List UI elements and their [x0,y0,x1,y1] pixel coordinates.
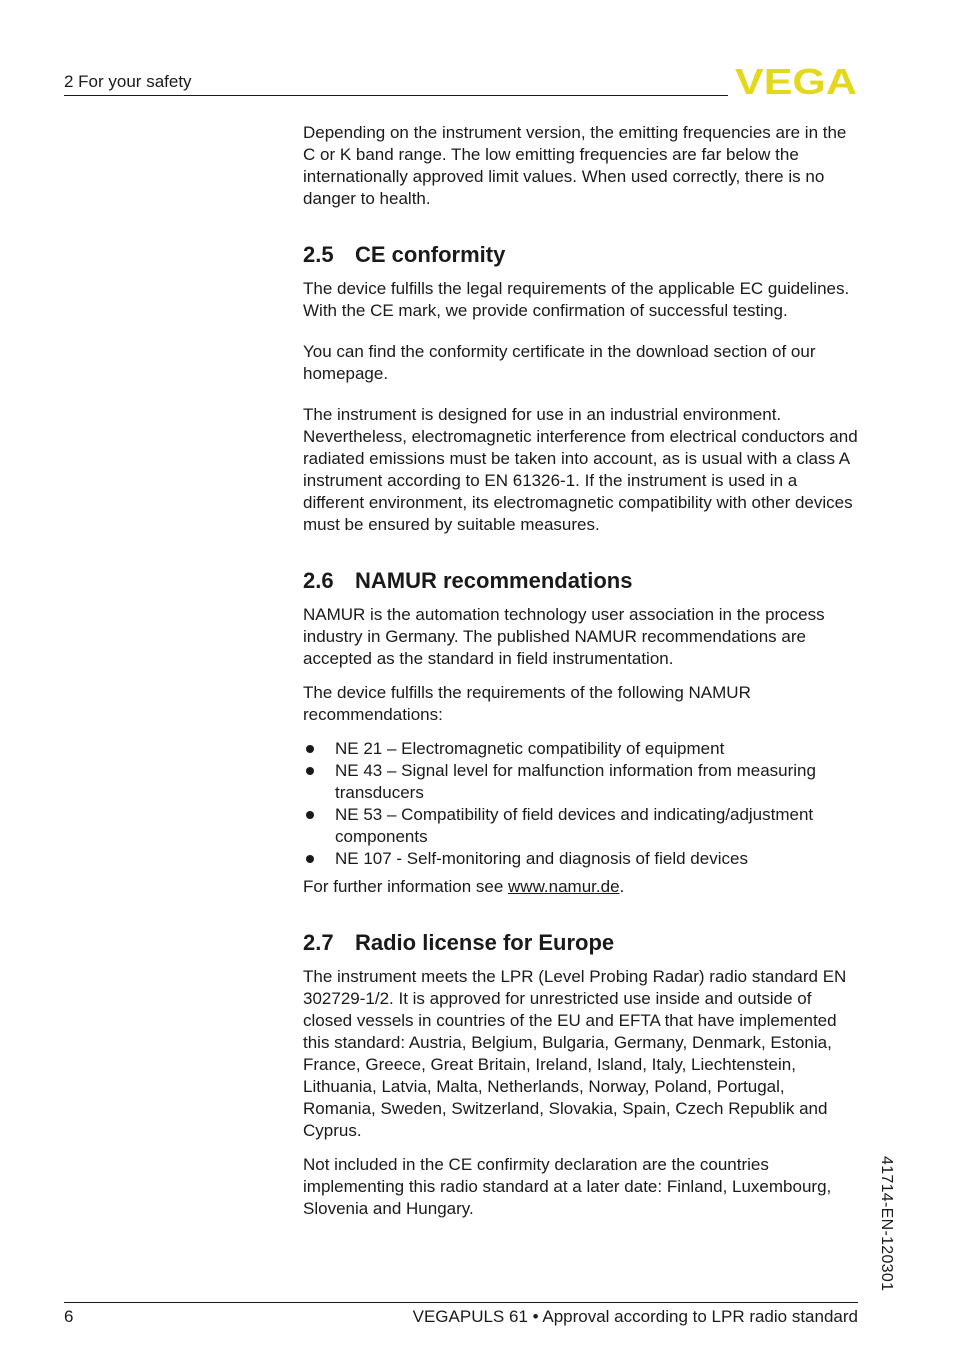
further-info-prefix: For further information see [303,877,509,896]
document-code: 41714-EN-120301 [878,1156,895,1292]
footer-title: VEGAPULS 61 • Approval according to LPR radio standard [412,1307,858,1326]
paragraph: The device fulfills the requirements of the following NAMUR recommendations: [303,683,751,724]
section-heading-radio [303,929,859,957]
main-content [303,122,859,1220]
list-item: NE 43 – Signal level for malfunction information from measuring transducers [303,760,859,804]
namur-list [303,738,859,870]
running-header: 2 For your safety [64,72,192,91]
section-heading-namur [303,567,859,595]
section-heading-ce [303,241,859,269]
vega-logo [735,66,857,96]
header-divider [64,95,728,96]
section-title: Radio license for Europe [355,930,615,955]
list-item: NE 107 - Self-monitoring and diagnosis of field devices [303,848,859,870]
logo-text: VEGA [735,66,857,96]
section-number: 2.7 [303,930,334,955]
list-item: NE 21 – Electromagnetic compatibility of equipment [303,738,859,760]
section-number: 2.6 [303,568,334,593]
paragraph: Not included in the CE confirmity declaration are the countries implementing this radio standard at a later date: Finland, Luxembourg, Slovenia and Hungary. [303,1155,832,1218]
paragraph: You can find the conformity certificate in the download section of our homepage. [303,342,816,383]
page-number: 6 [64,1307,74,1326]
paragraph: The instrument meets the LPR (Level Probing Radar) radio standard EN 302729-1/2. It is approved for unrestricted use inside and outside of closed vessels in countries of the EU and EFTA that have implemented this standard: Austria, Belgium, Bulgaria, Germany, Denmark, Estonia, France, Greece, Great Britain, Ireland, Island, Italy, Liechtenstein, Lithuania, Latvia, Malta, Netherlands, Norway, Poland, Portugal, Romania, Sweden, Switzerland, Slovakia, Spain, Czech Republik and Cyprus. [303,967,847,1140]
list-item: NE 53 – Compatibility of field devices and indicating/adjustment components [303,804,859,848]
further-info-suffix: . [619,877,625,896]
footer-divider [64,1302,858,1303]
further-info [303,876,859,898]
intro-paragraph: Depending on the instrument version, the emitting frequencies are in the C or K band range. The low emitting frequencies are far below the internationally approved limit values. When used correctly, there is no danger to health. [303,123,847,208]
paragraph: The instrument is designed for use in an industrial environment. Nevertheless, electromagnetic interference from electrical conductors and radiated emissions must be taken into account, as is usual with a class A instrument according to EN 61326-1. If the instrument is used in a different environment, its electromagnetic compatibility with other devices must be ensured by suitable measures. [303,405,858,534]
paragraph: NAMUR is the automation technology user association in the process industry in Germany. The published NAMUR recommendations are accepted as the standard in field instrumentation. [303,605,825,668]
section-number: 2.5 [303,242,334,267]
namur-link[interactable]: www.namur.de [508,877,620,896]
section-title: CE conformity [355,242,506,267]
section-title: NAMUR recommendations [355,568,633,593]
paragraph: The device fulfills the legal requirements of the applicable EC guidelines. With the CE mark, we provide confirmation of successful testing. [303,279,850,320]
